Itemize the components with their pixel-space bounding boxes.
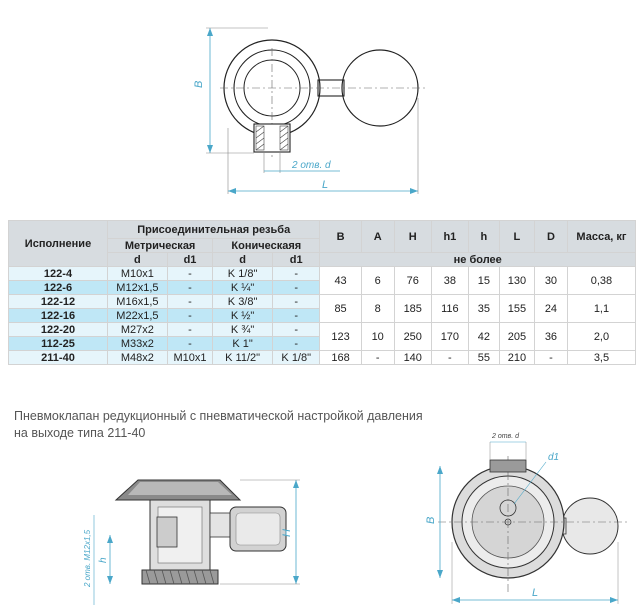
cell-conical-d1: -	[273, 295, 320, 309]
cell-h-upper: 140	[394, 351, 431, 365]
table-row	[9, 351, 636, 365]
cell-conical-d: K 11/2"	[213, 351, 273, 365]
cell-h1: -	[431, 351, 468, 365]
cell-l: 205	[499, 323, 534, 351]
table-row	[9, 267, 636, 281]
section-caption	[14, 408, 434, 442]
cell-d-upper: 30	[534, 267, 567, 295]
cell-model: 122-6	[9, 281, 108, 295]
cell-b: 168	[320, 351, 361, 365]
cell-h1: 170	[431, 323, 468, 351]
header-h-upper: H	[394, 221, 431, 253]
header-d-upper: D	[534, 221, 567, 253]
header-metric: Метрическая	[108, 239, 213, 253]
cell-metric-d1: -	[167, 323, 212, 337]
cell-h-upper: 76	[394, 267, 431, 295]
cell-conical-d: K ¾"	[213, 323, 273, 337]
cell-metric-d1: -	[167, 267, 212, 281]
cell-conical-d: K ¼"	[213, 281, 273, 295]
caption-line-1: Пневмоклапан редукционный с пневматической настройкой давления	[14, 409, 423, 423]
header-metric-d: d	[108, 253, 168, 267]
cell-metric-d: M12x1,5	[108, 281, 168, 295]
cell-d-upper: -	[534, 351, 567, 365]
top-label-holes: 2 отв. d	[292, 160, 331, 171]
cell-b: 123	[320, 323, 361, 351]
cell-h: 15	[468, 267, 499, 295]
cell-mass: 3,5	[567, 351, 635, 365]
cell-conical-d: K 1/8"	[213, 267, 273, 281]
cell-h-upper: 250	[394, 323, 431, 351]
cell-mass: 0,38	[567, 267, 635, 295]
side-view-svg	[60, 455, 320, 610]
header-conical: Коническаяя	[213, 239, 320, 253]
side-cap-highlight	[128, 482, 232, 495]
plan-label-l: L	[532, 587, 539, 599]
header-h: h	[468, 221, 499, 253]
cell-model: 122-4	[9, 267, 108, 281]
cell-h1: 38	[431, 267, 468, 295]
cell-metric-d1: -	[167, 309, 212, 323]
cell-metric-d1: M10x1	[167, 351, 212, 365]
top-label-l: L	[322, 179, 329, 191]
cell-metric-d1: -	[167, 281, 212, 295]
cell-a: 6	[361, 267, 394, 295]
header-conical-d1: d1	[273, 253, 320, 267]
cell-conical-d1: -	[273, 267, 320, 281]
side-view-drawing	[60, 455, 320, 610]
cell-b: 43	[320, 267, 361, 295]
cell-metric-d: M16x1,5	[108, 295, 168, 309]
cell-d-upper: 24	[534, 295, 567, 323]
cell-metric-d1: -	[167, 295, 212, 309]
header-b: B	[320, 221, 361, 253]
cell-conical-d: K 1"	[213, 337, 273, 351]
cell-l: 130	[499, 267, 534, 295]
side-label-h: h	[98, 557, 109, 563]
caption-line-2: на выходе типа 211-40	[14, 426, 146, 440]
side-label-H: H	[281, 529, 293, 537]
top-label-b: B	[193, 80, 205, 88]
cell-conical-d1: -	[273, 323, 320, 337]
plan-top-fitting	[490, 460, 526, 472]
cell-conical-d: K 3/8"	[213, 295, 273, 309]
cell-h-upper: 185	[394, 295, 431, 323]
cell-model: 211-40	[9, 351, 108, 365]
top-valve-drawing	[180, 8, 440, 198]
cell-a: -	[361, 351, 394, 365]
cell-conical-d1: K 1/8"	[273, 351, 320, 365]
cell-metric-d: M10x1	[108, 267, 168, 281]
spec-table	[8, 220, 636, 365]
plan-view-drawing	[418, 422, 644, 610]
cell-h: 55	[468, 351, 499, 365]
cell-metric-d: M27x2	[108, 323, 168, 337]
cell-conical-d1: -	[273, 337, 320, 351]
cell-conical-d1: -	[273, 309, 320, 323]
cell-h: 42	[468, 323, 499, 351]
cell-metric-d: M22x1,5	[108, 309, 168, 323]
cell-h1: 116	[431, 295, 468, 323]
cell-a: 8	[361, 295, 394, 323]
header-mass: Масса, кг	[567, 221, 635, 253]
cell-metric-d: M33x2	[108, 337, 168, 351]
top-drawing-svg	[180, 8, 440, 198]
cell-h: 35	[468, 295, 499, 323]
cell-l: 155	[499, 295, 534, 323]
cell-a: 10	[361, 323, 394, 351]
cell-metric-d: M48x2	[108, 351, 168, 365]
plan-label-holes: 2 отв. d	[492, 433, 519, 440]
header-connection: Присоединительная резьба	[108, 221, 320, 239]
cell-model: 122-20	[9, 323, 108, 337]
table-row	[9, 323, 636, 337]
side-port-left	[157, 517, 177, 547]
header-metric-d1: d1	[167, 253, 212, 267]
header-h1: h1	[431, 221, 468, 253]
table-row	[9, 295, 636, 309]
header-l: L	[499, 221, 534, 253]
header-conical-d: d	[213, 253, 273, 267]
cell-metric-d1: -	[167, 337, 212, 351]
cell-mass: 1,1	[567, 295, 635, 323]
cell-d-upper: 36	[534, 323, 567, 351]
cell-model: 122-12	[9, 295, 108, 309]
plan-label-d1: d1	[548, 452, 560, 463]
header-a: A	[361, 221, 394, 253]
plan-label-b: B	[425, 516, 437, 524]
side-arm-joint	[210, 513, 230, 537]
cell-conical-d: K ½"	[213, 309, 273, 323]
cell-conical-d1: -	[273, 281, 320, 295]
plan-sphere	[562, 498, 618, 554]
side-actuator-inner	[236, 513, 280, 545]
cell-l: 210	[499, 351, 534, 365]
plan-view-svg	[418, 422, 644, 610]
cell-mass: 2,0	[567, 323, 635, 351]
header-ispolnenie: Исполнение	[9, 221, 108, 267]
cell-b: 85	[320, 295, 361, 323]
cell-model: 112-25	[9, 337, 108, 351]
header-ne-bolee: не более	[320, 253, 636, 267]
side-label-holes: 2 отв. M12x1,5	[83, 529, 92, 587]
cell-model: 122-16	[9, 309, 108, 323]
